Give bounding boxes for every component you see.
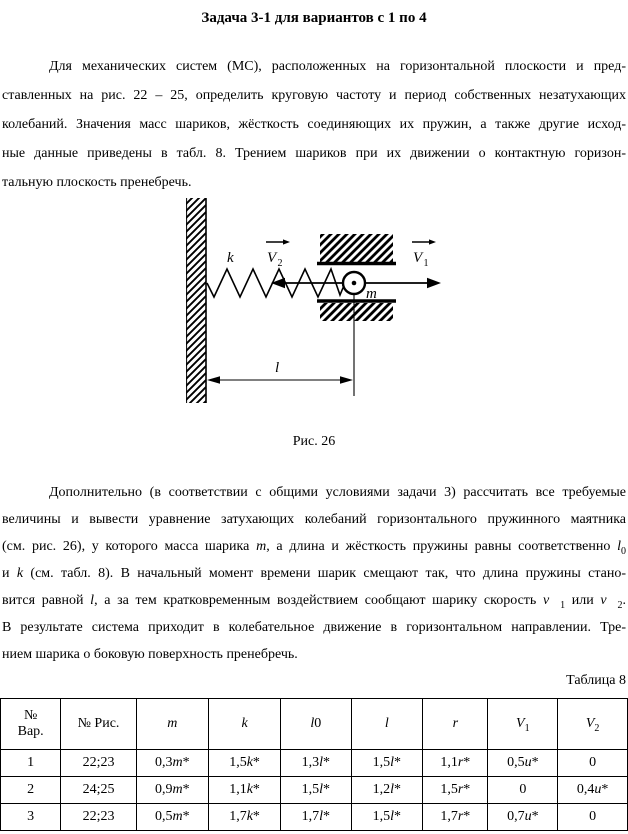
column-header-k: k (208, 699, 280, 750)
data-table (0, 698, 628, 831)
column-header-v1: $V_1$ (488, 699, 558, 750)
column-header-figure: № Рис. (61, 699, 136, 750)
table-cell: 1,1r* (423, 750, 488, 777)
v2-arrowhead (271, 278, 285, 288)
table-cell: 1,7k* (208, 804, 280, 831)
table-cell: 0,7u* (488, 804, 558, 831)
intro-paragraph (2, 52, 626, 197)
dimension-arrow-left (207, 376, 220, 384)
paragraph-line: ные данные приведены в табл. 8. Трением шариков при их движении о контактную горизон- (2, 146, 626, 161)
table-cell: 1 (1, 750, 61, 777)
length-label: l (275, 360, 280, 376)
table-cell: 1,7l* (281, 804, 351, 831)
paragraph-line: Для механических систем (МС), расположенных на горизонтальной плоскости и пред- (49, 59, 626, 74)
column-header-variant: № Вар. (1, 699, 61, 750)
table-cell: 0,3m* (136, 750, 208, 777)
v1-label: V (413, 250, 423, 266)
paragraph-line: нием шарика о боковую поверхность пренебречь. (2, 647, 298, 662)
table-cell: 0,5m* (136, 804, 208, 831)
table-cell: 1,5r* (423, 777, 488, 804)
table-cell: 1,1k* (208, 777, 280, 804)
v2-vector-arrowhead (283, 239, 290, 244)
paragraph-line: колебаний. Значения масс шариков, жёсткость соединяющих их пружин, а также другие исход- (2, 117, 626, 132)
table-cell: 3 (1, 804, 61, 831)
table-label: Таблица 8 (566, 673, 626, 688)
paragraph-line: Дополнительно (в соответствии с общими условиями задачи 3) рассчитать все требуемые (49, 485, 626, 500)
table-cell: 2 (1, 777, 61, 804)
table-header (1, 699, 628, 750)
dimension-arrow-right (340, 376, 353, 384)
page-title: Задача 3-1 для вариантов с 1 по 4 (201, 10, 427, 26)
lower-guide-hatch (320, 303, 393, 321)
upper-guide-hatch (320, 234, 393, 262)
column-header-r: r (423, 699, 488, 750)
table-cell: 22;23 (61, 750, 136, 777)
table-body (1, 750, 628, 831)
v1-arrowhead (427, 278, 441, 288)
spring-mass-diagram (0, 197, 628, 403)
paragraph-line: ставленных на рис. 22 – 25, определить круговую частоту и период собственных незатухающих (2, 88, 626, 103)
table-row (1, 804, 628, 831)
table-cell: 0,5u* (488, 750, 558, 777)
table-cell: 1,3l* (281, 750, 351, 777)
table-cell: 0 (488, 777, 558, 804)
mass-label: m (366, 286, 377, 302)
table-cell: 22;23 (61, 804, 136, 831)
paragraph-line: В результате система приходит в колебательное движение в горизонтальном направлении. Тре- (2, 620, 626, 635)
table-cell: 0 (558, 804, 628, 831)
column-header-m: m (136, 699, 208, 750)
table-cell: 0 (558, 750, 628, 777)
spring-stiffness-label: k (227, 250, 234, 266)
column-header-l0: l0 (281, 699, 351, 750)
v2-label-subscript: 2 (277, 258, 283, 269)
paragraph-line: и k (см. табл. 8). В начальный момент времени шарик смещают так, что длина пружины стано- (2, 566, 626, 581)
table-row (1, 750, 628, 777)
table-cell: 24;25 (61, 777, 136, 804)
paragraph-line: величины и вывести уравнение затухающих колебаний горизонтального пружинного маятника (2, 512, 626, 527)
table-cell: 1,7r* (423, 804, 488, 831)
paragraph-line: (см. рис. 26), у которого масса шарика m, а длина и жёсткость пружины равны соответственно $l_0$ (2, 539, 626, 557)
table-header-row (1, 699, 628, 750)
additional-paragraph (2, 479, 626, 668)
v1-label-subscript: 1 (423, 258, 429, 269)
table-row (1, 777, 628, 804)
table-cell: 0,9m* (136, 777, 208, 804)
table-cell: 1,5l* (351, 804, 423, 831)
mass-ball-center-dot (352, 281, 357, 286)
table-cell: 1,5k* (208, 750, 280, 777)
table-cell: 1,2l* (351, 777, 423, 804)
paragraph-line: тальную плоскость пренебречь. (2, 175, 192, 190)
column-header-l: l (351, 699, 423, 750)
figure-caption: Рис. 26 (292, 434, 336, 449)
table-cell: 1,5l* (351, 750, 423, 777)
v1-vector-arrowhead (429, 239, 436, 244)
wall-hatch (186, 198, 206, 403)
table-cell: 0,4u* (558, 777, 628, 804)
paragraph-line: вится равной l, а за тем кратковременным воздействием сообщают шарику скорость $v⃗_1$ или $v⃗_2$. (2, 593, 626, 611)
figure-26 (0, 197, 628, 403)
column-header-v2: $V_2$ (558, 699, 628, 750)
v2-label: V (267, 250, 277, 266)
table-cell: 1,5l* (281, 777, 351, 804)
